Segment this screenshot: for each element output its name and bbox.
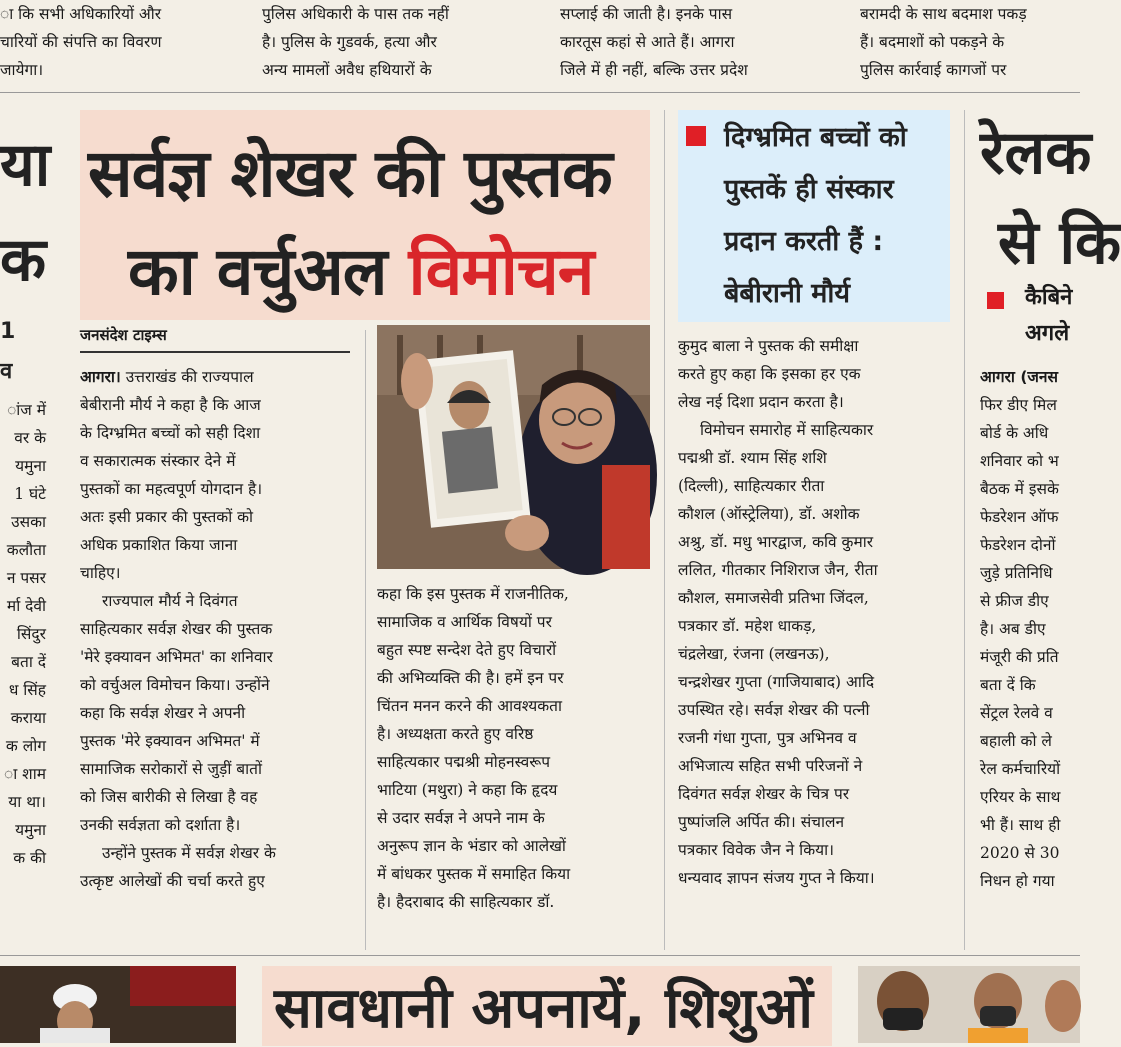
- photo-illustration: [377, 325, 650, 569]
- top-line: जिले में ही नहीं, बल्कि उत्तर प्रदेश: [560, 61, 748, 79]
- fragment-line: रेलक: [980, 118, 1092, 188]
- text-line: पद्मश्री डॉ. श्याम सिंह शशि: [678, 449, 827, 467]
- article-col2: [377, 580, 650, 916]
- text-line: करते हुए कहा कि इसका हर एक: [678, 365, 861, 383]
- right-article-body: [980, 363, 1080, 895]
- sidebar-quote-text: [724, 112, 944, 320]
- text-line: उत्कृष्ट आलेखों की चर्चा करते हुए: [80, 872, 265, 890]
- divider: [0, 92, 1080, 93]
- text-line: [80, 363, 350, 391]
- top-line: जायेगा।: [0, 61, 44, 79]
- byline: जनसंदेश टाइम्स: [80, 325, 350, 353]
- column-rule: [664, 110, 665, 950]
- text-line: बोर्ड के अधि: [980, 424, 1049, 442]
- text-line: जुड़े प्रतिनिधि: [980, 564, 1053, 582]
- headline-line1: सर्वज्ञ शेखर की पुस्तक: [88, 135, 612, 212]
- text-line: व सकारात्मक संस्कार देने में: [80, 452, 236, 470]
- text-line: चंद्रलेखा, रंजना (लखनऊ),: [678, 645, 830, 663]
- sidebar-quote-box: [678, 110, 950, 322]
- top-line: पुलिस कार्रवाई कागजों पर: [860, 61, 1007, 79]
- quote-line: बेबीरानी मौर्य: [724, 278, 851, 309]
- text-line: या था।: [8, 793, 46, 811]
- text-line: अधिक प्रकाशित किया जाना: [80, 536, 238, 554]
- left-fragment-sub: [0, 312, 15, 392]
- text-line: कलौता: [6, 541, 46, 559]
- top-line: पुलिस अधिकारी के पास तक नहीं: [262, 5, 449, 23]
- quote-line: पुस्तकें ही संस्कार: [724, 174, 894, 205]
- text-line: उन्होंने पुस्तक में सर्वज्ञ शेखर के: [102, 844, 276, 862]
- article-col3: [678, 332, 950, 892]
- text-line: चाहिए।: [80, 564, 121, 582]
- fragment-line: क: [0, 225, 47, 295]
- top-line: ा कि सभी अधिकारियों और: [0, 5, 162, 23]
- text-line: है। अब डीए: [980, 620, 1046, 638]
- text-line: धन्यवाद ज्ञापन संजय गुप्त ने किया।: [678, 869, 875, 887]
- text-line: क लोग: [5, 737, 46, 755]
- article-col1: [80, 363, 350, 895]
- text-span: उत्तराखंड की राज्यपाल: [125, 368, 254, 386]
- text-line: राज्यपाल मौर्य ने दिवंगत: [102, 592, 238, 610]
- text-line: ांज में: [7, 401, 46, 419]
- top-line: कारतूस कहां से आते हैं। आगरा: [560, 33, 735, 51]
- top-strip-col3: [560, 0, 835, 84]
- bottom-right-photo: [858, 966, 1080, 1043]
- text-line: बैठक में इसके: [980, 480, 1059, 498]
- text-line: बहुत स्पष्ट सन्देश देते हुए विचारों: [377, 641, 557, 659]
- text-line: यमुना: [15, 457, 46, 475]
- text-line: भी हैं। साथ ही: [980, 816, 1061, 834]
- text-line: साहित्यकार पद्मश्री मोहनस्वरूप: [377, 753, 551, 771]
- text-line: (दिल्ली), साहित्यकार रीता: [678, 477, 825, 495]
- text-line: को जिस बारीकी से लिखा है वह: [80, 788, 258, 806]
- text-line: पत्रकार विवेक जैन ने किया।: [678, 841, 834, 859]
- quote-line: दिग्भ्रमित बच्चों को: [724, 122, 907, 153]
- column-rule: [365, 330, 366, 950]
- top-strip-col4: [860, 0, 1080, 84]
- fragment-line: व: [0, 359, 13, 384]
- fragment-line: 1: [0, 319, 16, 344]
- text-line: र्मा देवी: [6, 597, 46, 615]
- text-line: उसका: [11, 513, 46, 531]
- left-fragment-body: [0, 396, 46, 872]
- text-line: में बांधकर पुस्तक में समाहित किया: [377, 865, 571, 883]
- text-line: 1 घंटे: [14, 485, 46, 503]
- text-line: बता दें कि: [980, 676, 1036, 694]
- text-line: सामाजिक सरोकारों से जुड़ीं बातों: [80, 760, 263, 778]
- fragment-line: से कि: [998, 208, 1121, 278]
- text-line: भाटिया (मथुरा) ने कहा कि हृदय: [377, 781, 558, 799]
- top-strip-col1: [0, 0, 245, 84]
- article-photo: [377, 325, 650, 569]
- bottom-left-photo: [0, 966, 236, 1043]
- headline-line2-black: का वर्चुअल: [128, 233, 387, 310]
- text-line: कौशल, समाजसेवी प्रतिभा जिंदल,: [678, 589, 869, 607]
- headline-line2: [128, 224, 593, 314]
- text-line: कहा कि इस पुस्तक में राजनीतिक,: [377, 585, 569, 603]
- divider: [0, 955, 1080, 956]
- text-line: बेबीरानी मौर्य ने कहा है कि आज: [80, 396, 261, 414]
- right-article-headline: [980, 108, 1121, 288]
- text-line: अतः इसी प्रकार की पुस्तकों को: [80, 508, 254, 526]
- text-line: ध सिंह: [8, 681, 46, 699]
- fragment-line: कैबिने: [1025, 285, 1073, 310]
- text-line: कहा कि सर्वज्ञ शेखर ने अपनी: [80, 704, 246, 722]
- top-line: अन्य मामलों अवैध हथियारों के: [262, 61, 432, 79]
- text-line: रजनी गंधा गुप्ता, पुत्र अभिनव व: [678, 729, 857, 747]
- text-line: सिंदुर: [16, 625, 46, 643]
- text-line: कुमुद बाला ने पुस्तक की समीक्षा: [678, 337, 859, 355]
- fragment-line: अगले: [1025, 321, 1070, 346]
- fragment-line: या: [0, 130, 51, 200]
- dateline: आगरा (जनस: [980, 368, 1058, 386]
- text-line: दिवंगत सर्वज्ञ शेखर के चित्र पर: [678, 785, 850, 803]
- bottom-right-photo-illustration: [858, 966, 1080, 1043]
- bottom-headline-text: सावधानी अपनायें, शिशुओं: [274, 976, 813, 1041]
- column-rule: [964, 110, 965, 950]
- text-line: शनिवार को भ: [980, 452, 1059, 470]
- text-line: ललित, गीतकार निशिराज जैन, रीता: [678, 561, 878, 579]
- text-line: पुष्पांजलि अर्पित की। संचालन: [678, 813, 845, 831]
- text-line: से फ्रीज डीए: [980, 592, 1049, 610]
- text-line: चन्द्रशेखर गुप्ता (गाजियाबाद) आदि: [678, 673, 875, 691]
- text-line: है। हैदराबाद की साहित्यकार डॉ.: [377, 893, 555, 911]
- text-line: कराया: [10, 709, 46, 727]
- quote-line: प्रदान करती हैं :: [724, 226, 884, 257]
- text-line: से उदार सर्वज्ञ ने अपने नाम के: [377, 809, 545, 827]
- square-bullet-icon: [987, 292, 1004, 309]
- top-strip-col2: [262, 0, 532, 84]
- text-line: साहित्यकार सर्वज्ञ शेखर की पुस्तक: [80, 620, 273, 638]
- top-line: सप्लाई की जाती है। इनके पास: [560, 5, 733, 23]
- text-line: मंजूरी की प्रति: [980, 648, 1059, 666]
- text-line: पुस्तक 'मेरे इक्यावन अभिमत' में: [80, 732, 260, 750]
- top-line: चारियों की संपत्ति का विवरण: [0, 33, 162, 51]
- text-line: के दिग्भ्रमित बच्चों को सही दिशा: [80, 424, 261, 442]
- text-line: रेल कर्मचारियों: [980, 760, 1061, 778]
- text-line: 2020 से 30: [980, 844, 1060, 862]
- text-line: चिंतन मनन करने की आवश्यकता: [377, 697, 563, 715]
- text-line: ा शाम: [4, 765, 46, 783]
- text-line: बता दें: [11, 653, 46, 671]
- text-line: अश्रु, डॉ. मधु भारद्वाज, कवि कुमार: [678, 533, 874, 551]
- text-line: अनुरूप ज्ञान के भंडार को आलेखों: [377, 837, 566, 855]
- text-line: उपस्थित रहे। सर्वज्ञ शेखर की पत्नी: [678, 701, 870, 719]
- text-line: फेडरेशन ऑफ: [980, 508, 1059, 526]
- text-line: को वर्चुअल विमोचन किया। उन्होंने: [80, 676, 270, 694]
- right-article-sub: [1025, 280, 1072, 352]
- bottom-left-photo-illustration: [0, 966, 236, 1043]
- headline-line2-red: विमोचन: [408, 233, 594, 310]
- text-line: यमुना: [15, 821, 46, 839]
- text-line: है। अध्यक्षता करते हुए वरिष्ठ: [377, 725, 534, 743]
- text-line: उनकी सर्वज्ञता को दर्शाता है।: [80, 816, 241, 834]
- text-line: पुस्तकों का महत्वपूर्ण योगदान है।: [80, 480, 263, 498]
- text-line: एरियर के साथ: [980, 788, 1061, 806]
- text-line: बहाली को ले: [980, 732, 1052, 750]
- text-line: फिर डीए मिल: [980, 396, 1057, 414]
- text-line: लेख नई दिशा प्रदान करता है।: [678, 393, 844, 411]
- left-fragment-headline: [0, 118, 50, 308]
- square-bullet-icon: [686, 126, 706, 146]
- top-line: है। पुलिस के गुडवर्क, हत्या और: [262, 33, 437, 51]
- headline-box: [80, 110, 650, 320]
- bottom-headline: [262, 966, 832, 1046]
- text-line: 'मेरे इक्यावन अभिमत' का शनिवार: [80, 648, 273, 666]
- text-line: वर के: [14, 429, 46, 447]
- top-line: हैं। बदमाशों को पकड़ने के: [860, 33, 1005, 51]
- text-line: क की: [13, 849, 46, 867]
- text-line: पत्रकार डॉ. महेश धाकड़,: [678, 617, 817, 635]
- dateline: आगरा।: [80, 368, 121, 386]
- text-line: अभिजात्य सहित सभी परिजनों ने: [678, 757, 863, 775]
- text-line: सेंट्रल रेलवे व: [980, 704, 1053, 722]
- top-line: बरामदी के साथ बदमाश पकड़: [860, 5, 1027, 23]
- text-line: सामाजिक व आर्थिक विषयों पर: [377, 613, 552, 631]
- text-line: न पसर: [6, 569, 46, 587]
- text-line: फेडरेशन दोनों: [980, 536, 1056, 554]
- text-line: निधन हो गया: [980, 872, 1055, 890]
- text-line: विमोचन समारोह में साहित्यकार: [700, 421, 874, 439]
- text-line: कौशल (ऑस्ट्रेलिया), डॉ. अशोक: [678, 505, 860, 523]
- text-line: की अभिव्यक्ति की है। हमें इन पर: [377, 669, 564, 687]
